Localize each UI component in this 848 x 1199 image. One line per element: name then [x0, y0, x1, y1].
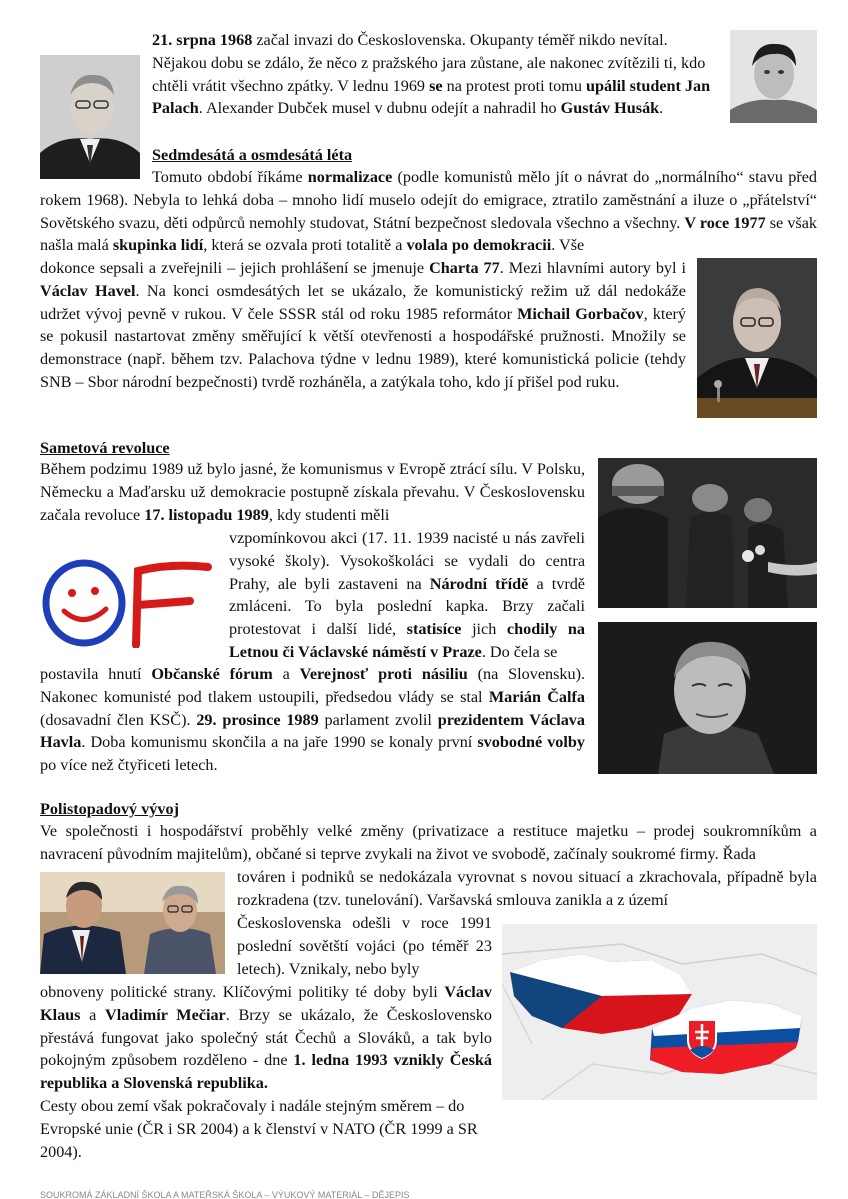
text-span: parlament zvolil: [318, 710, 438, 729]
paragraph-factories: [237, 866, 817, 912]
text-span: Během podzimu 1989 už bylo jasné, že komunismus v Evropě ztrácí sílu. V Polsku, Německu a Maďarsku už demokracie postupně získala převahu. V Československu začala revoluce: [40, 460, 585, 524]
heading-velvet-revolution: Sametová revoluce: [40, 439, 170, 457]
text-span: Tomuto období říkáme: [152, 168, 308, 186]
text-span: na protest proti tomu: [442, 76, 586, 95]
heading-post-november: Polistopadový vývoj: [40, 800, 179, 818]
klaus-meciar-photo: [40, 872, 225, 974]
date-1968: 21. srpna 1968: [152, 31, 253, 49]
bold-span: volala po demokracii: [406, 236, 552, 255]
bold-span: se: [429, 76, 443, 95]
paragraph-normalization-intro: [40, 166, 817, 257]
bold-span: Michail Gorbačov: [517, 304, 644, 323]
text-span: . Doba komunismu skončila a na jaře 1990 se konaly první: [81, 733, 478, 752]
bold-span: Národní třídě: [429, 574, 529, 593]
bold-span: 29. prosince 1989: [196, 710, 319, 729]
text-span: .: [659, 99, 664, 118]
bold-span: Marián Čalfa: [488, 687, 586, 706]
bold-span: upálil student Jan Palach: [152, 76, 711, 118]
bold-span: normalizace: [307, 168, 393, 186]
bold-span: chodily na Letnou či Václavské náměstí v Praze: [229, 620, 585, 661]
text-span: jich: [461, 620, 507, 639]
text-span: (na Slovensku). Nakonec komunisté pod tlakem ustoupili, předsedou vlády se stal: [40, 665, 586, 706]
bold-span: Charta 77: [429, 259, 500, 277]
text-span: (dosavadní člen KSČ).: [40, 710, 197, 729]
paragraph-privatization: [40, 820, 817, 866]
text-span: . Na konci osmdesátých let se ukázalo, že komunistický režim už dál nedokáže udržet vývoj pevně v rukou. V čele SSSR stál od roku 1985 reformátor: [40, 281, 686, 323]
bold-span: Občanské fórum: [151, 665, 273, 683]
text-span: . Brzy se ukázalo, že Československo přestává fungovat jako společný stát Čechů a Slováků, a tak bylo pokojným způsobem rozděleno - dne: [40, 1005, 492, 1070]
paragraph-eu-nato: [40, 1095, 500, 1163]
text-span: , kdy studenti měli: [268, 505, 390, 524]
gorbachev-photo: [697, 258, 817, 418]
text-span: . Do čela se: [481, 642, 558, 661]
paragraph-dissolution: [40, 981, 492, 1095]
civic-forum-logo-svg: [40, 553, 212, 648]
bold-span: Václav Havel: [40, 281, 136, 300]
paragraph-november-17: [229, 527, 585, 664]
text-span: se však našla malá: [40, 213, 817, 255]
palach-portrait-photo: [730, 30, 817, 123]
text-span: (podle komunistů mělo jít o návrat do „normálního“ stavu před rokem 1968). Nebyla to lehká doba – mnoho lidí muselo odejít do emigrace, ztratilo zaměstnání a iluze o „přátelství“ Sovětského svazu, děti odpůrců nemohly studovat, Státní bezpečnost sledovala všechno a všechny.: [40, 168, 817, 232]
bold-span: Verejnosť proti násiliu: [299, 665, 468, 683]
paragraph-1968-invasion: [40, 29, 716, 172]
civic-forum-logo: [40, 553, 212, 648]
paragraph-charter-77: [40, 257, 686, 394]
paragraph-autumn-1989: [40, 458, 585, 526]
text-span: Ve společnosti i hospodářství proběhly velké změny (privatizace a restituce majetku – prodej soukromníkům a navracení původním majitelům), občané si teprve zvykali na život ve svobodě, začínaly soukromé firmy. Řada: [40, 822, 817, 863]
paragraph-civic-forum: [40, 663, 585, 777]
text-span: obnoveny politické strany. Klíčovými politiky té doby byli: [40, 983, 445, 1001]
text-span: a: [272, 665, 300, 683]
text-span: . Mezi hlavními autory byl i: [499, 259, 686, 277]
text-span: . Alexander Dubček musel v dubnu odejít a nahradil ho: [198, 99, 561, 118]
bold-span: Gustáv Husák: [560, 99, 660, 118]
page-footer: SOUKROMÁ ZÁKLADNÍ ŠKOLA A MATEŘSKÁ ŠKOLA – VÝUKOVÝ MATERIÁL – DĚJEPIS: [40, 1190, 410, 1199]
text-span: , která se ozvala proti totalitě a: [203, 236, 407, 255]
riot-police-photo: [598, 458, 817, 608]
bold-span: Václav Klaus: [40, 983, 492, 1024]
bold-span: V roce 1977: [684, 213, 766, 232]
text-span: začal invazi do Československa. Okupanty téměř nikdo nevítal. Nějakou dobu se zdálo, že něco z pražského jara zůstane, ale nakonec zvítězili ti, kdo chtěli vrátit všechno zpátky. V lednu 1969: [152, 31, 706, 95]
bold-span: prezidentem Václava Havla: [40, 710, 585, 752]
bold-span: Vladimír Mečiar: [105, 1005, 226, 1024]
text-span: po více než čtyřiceti letech.: [40, 756, 218, 775]
text-span: továren i podniků se nedokázala vyrovnat s novou situací a zkrachovala, případně byla rozkradena (tzv. tunelování). Varšavská smlouva zanikla a z území: [237, 868, 817, 909]
text-span: postavila hnutí: [40, 665, 152, 683]
text-span: , který se pokusil nastartovat změny směřující k větší otevřenosti a hospodářské pružnosti. Množily se demonstrace (např. během tzv. Palachova týdne v lednu 1989), které komunistická policie (tehdy SNB – Sbor národní bezpečnosti) tvrdě rozháněla, a zatýkala toho, kdo jí přišel pod ruku.: [40, 304, 687, 391]
bold-span: skupinka lidí: [112, 236, 204, 255]
text-span: a: [80, 1005, 105, 1024]
bold-span: 1. ledna 1993 vznikly Česká republika a Slovenská republika.: [40, 1051, 492, 1093]
bold-span: 17. listopadu 1989: [144, 505, 269, 524]
text-span: Československa odešli v roce 1991 poslední sovětští vojáci (po téměř 23 letech). Vznikaly, nebo byly: [237, 914, 492, 978]
text-span: Cesty obou zemí však pokračovaly i nadále stejným směrem – do Evropské unie (ČR i SR 2004) a k členství v NATO (ČR 1999 a SR 2004).: [40, 1097, 478, 1161]
text-span: a tvrdě zmláceni. To byla poslední kapka. Brzy začali protestovat i další lidé,: [229, 574, 585, 639]
text-span: vzpomínkovou akci (17. 11. 1939 nacisté u nás zavřeli vysoké školy). Vysokoškoláci se vydali do centra Prahy, ale byli zastaveni na: [229, 529, 585, 593]
heading-normalization: Sedmdesátá a osmdesátá léta: [152, 146, 353, 164]
text-span: . Vše: [551, 236, 585, 255]
paragraph-soviet-withdrawal: [237, 912, 492, 980]
havel-portrait-photo: [598, 622, 817, 774]
czechoslovakia-split-map: [502, 924, 817, 1100]
bold-span: svobodné volby: [477, 733, 585, 752]
text-span: dokonce sepsali a zveřejnili – jejich prohlášení se jmenuje: [40, 259, 430, 277]
bold-span: statisíce: [406, 620, 462, 639]
